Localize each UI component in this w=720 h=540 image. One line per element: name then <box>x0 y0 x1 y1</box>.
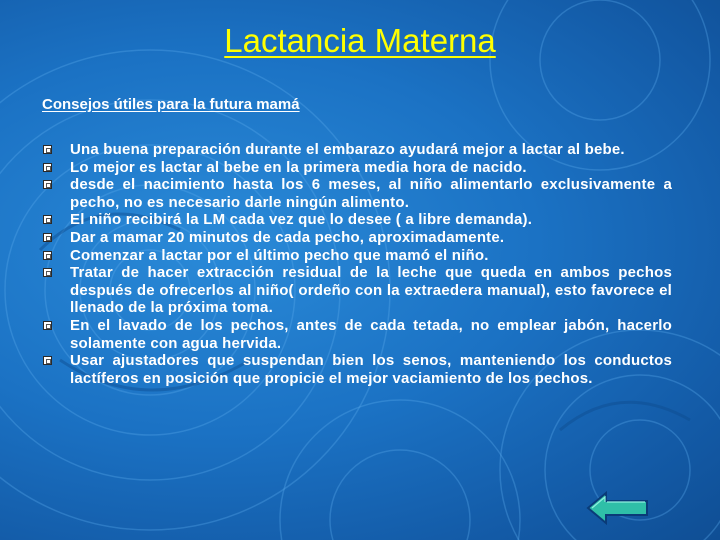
back-button[interactable] <box>586 490 650 526</box>
checkbox-bullet-icon <box>43 356 52 365</box>
checkbox-bullet-icon <box>43 163 52 172</box>
list-item-text: Tratar de hacer extracción residual de la leche que queda en ambos pechos después de ofrecerlos al niño( ordeño con la extraedera manual), esto favorece el llenado de la próxima toma. <box>70 264 672 317</box>
list-item-text: El niño recibirá la LM cada vez que lo desee ( a libre demanda). <box>70 211 533 229</box>
list-item-text: Comenzar a lactar por el último pecho que mamó el niño. <box>70 246 489 264</box>
list-item-text: desde el nacimiento hasta los 6 meses, al niño alimentarlo exclusivamente a pecho, no es necesario darle ningún alimento. <box>70 176 672 211</box>
advice-list <box>40 141 672 387</box>
list-item-text: Lo mejor es lactar al bebe en la primera media hora de nacido. <box>70 158 527 176</box>
list-item <box>40 229 672 247</box>
list-item <box>40 264 672 317</box>
checkbox-bullet-icon <box>43 180 52 189</box>
list-item <box>40 317 672 352</box>
checkbox-bullet-icon <box>43 321 52 330</box>
list-item <box>40 159 672 177</box>
list-item <box>40 247 672 265</box>
list-item-text: Una buena preparación durante el embarazo ayudará mejor a lactar al bebe. <box>70 141 625 158</box>
checkbox-bullet-icon <box>43 233 52 242</box>
checkbox-bullet-icon <box>43 215 52 224</box>
list-item-text: Usar ajustadores que suspendan bien los senos, manteniendo los conductos lactíferos en posición que propicie el mejor vaciamiento de los pechos. <box>70 352 672 387</box>
checkbox-bullet-icon <box>43 251 52 260</box>
list-item <box>40 352 672 387</box>
slide-subtitle: Consejos útiles para la futura mamá <box>42 96 300 113</box>
list-item-text: Dar a mamar 20 minutos de cada pecho, aproximadamente. <box>70 228 505 246</box>
list-item-text: En el lavado de los pechos, antes de cada tetada, no emplear jabón, hacerlo solamente con agua hervida. <box>70 316 672 352</box>
left-arrow-icon <box>588 493 647 523</box>
list-item <box>40 211 672 229</box>
list-item <box>40 176 672 211</box>
slide-title: Lactancia Materna <box>224 22 496 59</box>
list-item <box>40 141 672 159</box>
checkbox-bullet-icon <box>43 268 52 277</box>
checkbox-bullet-icon <box>43 145 52 154</box>
